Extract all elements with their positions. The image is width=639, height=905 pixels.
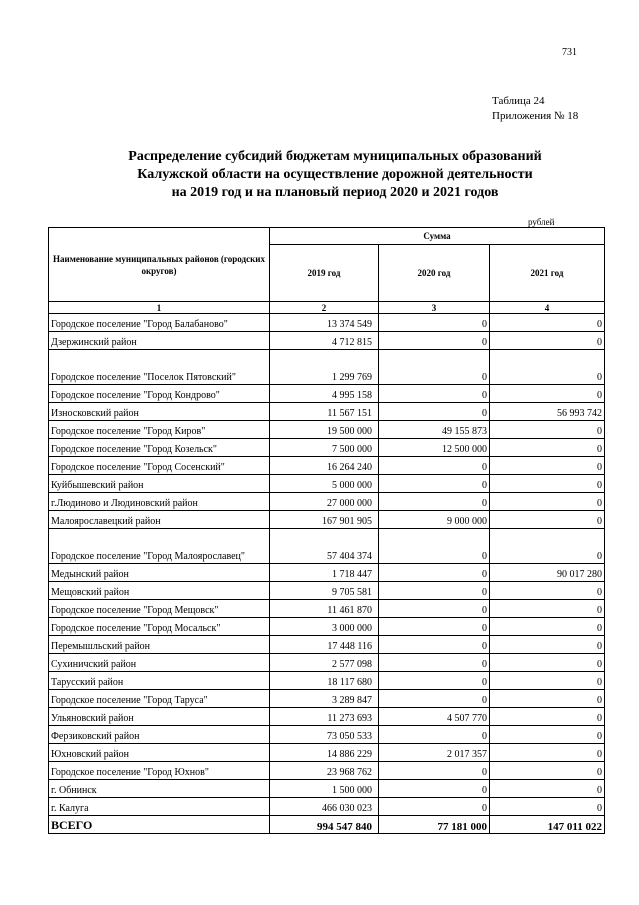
total-label: ВСЕГО xyxy=(49,816,270,834)
row-name: Тарусский район xyxy=(49,672,270,690)
table-row xyxy=(49,564,605,582)
value-2019: 19 500 000 xyxy=(270,421,379,439)
row-name: Городское поселение "Город Мосальск" xyxy=(49,618,270,636)
table-row xyxy=(49,690,605,708)
value-2020: 0 xyxy=(379,350,490,385)
table-row xyxy=(49,636,605,654)
table-row xyxy=(49,314,605,332)
value-2020: 0 xyxy=(379,529,490,564)
value-2020: 49 155 873 xyxy=(379,421,490,439)
value-2019: 9 705 581 xyxy=(270,582,379,600)
value-2020: 0 xyxy=(379,762,490,780)
table-row xyxy=(49,385,605,403)
value-2020: 0 xyxy=(379,564,490,582)
table-row xyxy=(49,511,605,529)
table-reference xyxy=(492,94,578,124)
value-2021: 0 xyxy=(490,529,605,564)
value-2019: 18 117 680 xyxy=(270,672,379,690)
value-2020: 0 xyxy=(379,780,490,798)
row-name: г. Калуга xyxy=(49,798,270,816)
row-name: Городское поселение "Город Кондрово" xyxy=(49,385,270,403)
value-2019: 11 461 870 xyxy=(270,600,379,618)
row-name: Дзержинский район xyxy=(49,332,270,350)
value-2019: 16 264 240 xyxy=(270,457,379,475)
value-2021: 0 xyxy=(490,726,605,744)
value-2021: 0 xyxy=(490,421,605,439)
value-2020: 0 xyxy=(379,475,490,493)
value-2020: 0 xyxy=(379,385,490,403)
value-2020: 0 xyxy=(379,654,490,672)
row-name: г. Обнинск xyxy=(49,780,270,798)
table-row xyxy=(49,780,605,798)
row-name: Городское поселение "Город Балабаново" xyxy=(49,314,270,332)
value-2020: 0 xyxy=(379,798,490,816)
table-row xyxy=(49,421,605,439)
header-year-2019: 2019 год xyxy=(270,245,379,302)
value-2020: 9 000 000 xyxy=(379,511,490,529)
row-name: Городское поселение "Поселок Пятовский" xyxy=(49,350,270,385)
table-row xyxy=(49,493,605,511)
row-name: Медынский район xyxy=(49,564,270,582)
table-row xyxy=(49,600,605,618)
table-row xyxy=(49,726,605,744)
row-name: Малоярославецкий район xyxy=(49,511,270,529)
value-2019: 4 995 158 xyxy=(270,385,379,403)
column-numbers-row xyxy=(49,302,605,314)
value-2020: 0 xyxy=(379,332,490,350)
value-2021: 0 xyxy=(490,600,605,618)
value-2021: 0 xyxy=(490,672,605,690)
value-2020: 0 xyxy=(379,618,490,636)
table-row xyxy=(49,744,605,762)
value-2021: 0 xyxy=(490,582,605,600)
row-name: Ульяновский район xyxy=(49,708,270,726)
row-name: Износковский район xyxy=(49,403,270,421)
value-2019: 4 712 815 xyxy=(270,332,379,350)
value-2021: 0 xyxy=(490,475,605,493)
table-row xyxy=(49,332,605,350)
value-2021: 0 xyxy=(490,457,605,475)
value-2020: 4 507 770 xyxy=(379,708,490,726)
value-2019: 27 000 000 xyxy=(270,493,379,511)
total-2021: 147 011 022 xyxy=(490,816,605,834)
table-row xyxy=(49,654,605,672)
value-2021: 0 xyxy=(490,690,605,708)
column-number: 4 xyxy=(490,302,605,314)
value-2020: 12 500 000 xyxy=(379,439,490,457)
table-row xyxy=(49,403,605,421)
value-2020: 0 xyxy=(379,672,490,690)
row-name: Городское поселение "Город Юхнов" xyxy=(49,762,270,780)
value-2021: 0 xyxy=(490,636,605,654)
value-2020: 0 xyxy=(379,600,490,618)
header-sum: Сумма xyxy=(270,228,605,245)
table-row xyxy=(49,457,605,475)
value-2020: 0 xyxy=(379,636,490,654)
header-name-column: Наименование муниципальных районов (городских округов) xyxy=(49,228,270,302)
table-body xyxy=(49,314,605,816)
total-2020: 77 181 000 xyxy=(379,816,490,834)
title-line-3: на 2019 год и на плановый период 2020 и 2021 годов xyxy=(171,185,499,200)
row-name: Городское поселение "Город Козельск" xyxy=(49,439,270,457)
row-name: Городское поселение "Город Малоярославец" xyxy=(49,529,270,564)
value-2021: 0 xyxy=(490,798,605,816)
table-number: Таблица 24 xyxy=(492,95,545,107)
value-2021: 0 xyxy=(490,332,605,350)
value-2019: 73 050 533 xyxy=(270,726,379,744)
value-2020: 0 xyxy=(379,403,490,421)
units-label: рублей xyxy=(528,217,555,227)
value-2019: 17 448 116 xyxy=(270,636,379,654)
table-row xyxy=(49,672,605,690)
value-2019: 466 030 023 xyxy=(270,798,379,816)
table-row xyxy=(49,618,605,636)
value-2021: 0 xyxy=(490,654,605,672)
page-number: 731 xyxy=(562,47,577,58)
value-2020: 0 xyxy=(379,726,490,744)
value-2021: 90 017 280 xyxy=(490,564,605,582)
table-row xyxy=(49,439,605,457)
row-name: Ферзиковский район xyxy=(49,726,270,744)
value-2021: 0 xyxy=(490,314,605,332)
value-2021: 0 xyxy=(490,618,605,636)
value-2021: 0 xyxy=(490,385,605,403)
table-row xyxy=(49,350,605,385)
value-2020: 2 017 357 xyxy=(379,744,490,762)
value-2019: 3 000 000 xyxy=(270,618,379,636)
value-2021: 0 xyxy=(490,780,605,798)
value-2019: 3 289 847 xyxy=(270,690,379,708)
value-2019: 57 404 374 xyxy=(270,529,379,564)
value-2019: 1 299 769 xyxy=(270,350,379,385)
header-year-2021: 2021 год xyxy=(490,245,605,302)
value-2021: 0 xyxy=(490,493,605,511)
row-name: Городское поселение "Город Таруса" xyxy=(49,690,270,708)
table-row xyxy=(49,762,605,780)
column-number: 2 xyxy=(270,302,379,314)
subsidy-table xyxy=(48,227,605,834)
value-2019: 1 500 000 xyxy=(270,780,379,798)
value-2019: 7 500 000 xyxy=(270,439,379,457)
value-2019: 13 374 549 xyxy=(270,314,379,332)
value-2019: 5 000 000 xyxy=(270,475,379,493)
total-row xyxy=(49,816,605,834)
row-name: Перемышльский район xyxy=(49,636,270,654)
row-name: Городское поселение "Город Сосенский" xyxy=(49,457,270,475)
value-2019: 2 577 098 xyxy=(270,654,379,672)
title-line-2: Калужской области на осуществление дорожной деятельности xyxy=(137,167,533,182)
value-2019: 167 901 905 xyxy=(270,511,379,529)
document-title xyxy=(100,148,570,202)
row-name: Куйбышевский район xyxy=(49,475,270,493)
table-row xyxy=(49,529,605,564)
value-2021: 56 993 742 xyxy=(490,403,605,421)
value-2019: 23 968 762 xyxy=(270,762,379,780)
header-year-2020: 2020 год xyxy=(379,245,490,302)
row-name: Сухиничский район xyxy=(49,654,270,672)
value-2021: 0 xyxy=(490,708,605,726)
value-2019: 1 718 447 xyxy=(270,564,379,582)
table-row xyxy=(49,582,605,600)
value-2021: 0 xyxy=(490,350,605,385)
value-2021: 0 xyxy=(490,762,605,780)
value-2020: 0 xyxy=(379,493,490,511)
row-name: Юхновский район xyxy=(49,744,270,762)
value-2019: 11 273 693 xyxy=(270,708,379,726)
total-2019: 994 547 840 xyxy=(270,816,379,834)
row-name: Мещовский район xyxy=(49,582,270,600)
row-name: Городское поселение "Город Киров" xyxy=(49,421,270,439)
column-number: 3 xyxy=(379,302,490,314)
value-2020: 0 xyxy=(379,690,490,708)
value-2020: 0 xyxy=(379,314,490,332)
column-number: 1 xyxy=(49,302,270,314)
title-line-1: Распределение субсидий бюджетам муниципальных образований xyxy=(128,149,542,164)
table-row xyxy=(49,475,605,493)
value-2021: 0 xyxy=(490,744,605,762)
appendix-number: Приложения № 18 xyxy=(492,110,579,122)
value-2021: 0 xyxy=(490,439,605,457)
table-row xyxy=(49,708,605,726)
table-row xyxy=(49,798,605,816)
value-2020: 0 xyxy=(379,582,490,600)
value-2019: 11 567 151 xyxy=(270,403,379,421)
value-2020: 0 xyxy=(379,457,490,475)
value-2021: 0 xyxy=(490,511,605,529)
value-2019: 14 886 229 xyxy=(270,744,379,762)
row-name: г.Людиново и Людиновский район xyxy=(49,493,270,511)
row-name: Городское поселение "Город Мещовск" xyxy=(49,600,270,618)
